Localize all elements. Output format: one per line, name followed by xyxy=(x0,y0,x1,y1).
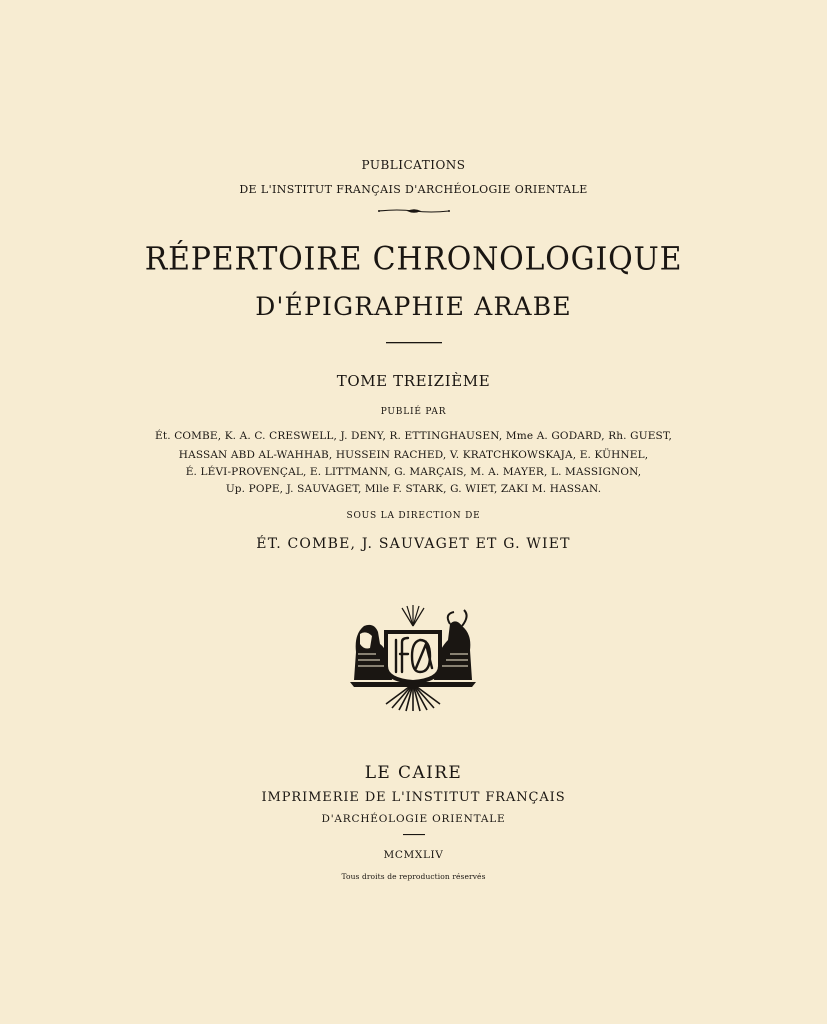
directors: ÉT. COMBE, J. SAUVAGET ET G. WIET xyxy=(256,536,571,552)
author-line: É. LÉVI-PROVENÇAL, E. LITTMANN, G. MARÇAIS, M. A. MAYER, L. MASSIGNON, xyxy=(185,466,642,478)
divider-line xyxy=(403,833,425,836)
volume-number: TOME TREIZIÈME xyxy=(336,372,491,390)
direction-label: SOUS LA DIRECTION DE xyxy=(346,511,481,521)
imprint-printer-line2: D'ARCHÉOLOGIE ORIENTALE xyxy=(321,813,506,825)
main-title: RÉPERTOIRE CHRONOLOGIQUE xyxy=(144,241,683,278)
imprint-printer: IMPRIMERIE DE L'INSTITUT FRANÇAIS xyxy=(261,790,566,805)
main-subtitle: D'ÉPIGRAPHIE ARABE xyxy=(255,292,572,321)
published-by-label: PUBLIÉ PAR xyxy=(380,407,447,417)
ifao-emblem-icon xyxy=(346,604,480,712)
author-line: Ét. COMBE, K. A. C. CRESWELL, J. DENY, R. ETTINGHAUSEN, Mme A. GODARD, Rh. GUEST, xyxy=(155,430,672,442)
author-line: HASSAN ABD AL-WAHHAB, HUSSEIN RACHED, V. KRATCHKOWSKAJA, E. KÜHNEL, xyxy=(178,449,649,461)
series-institute: DE L'INSTITUT FRANÇAIS D'ARCHÉOLOGIE ORIENTALE xyxy=(239,183,588,196)
ornament-divider-icon xyxy=(377,207,451,215)
ornamental-rule xyxy=(0,207,827,215)
imprint-city: LE CAIRE xyxy=(364,763,463,783)
imprint-divider xyxy=(0,833,827,836)
divider-line xyxy=(386,341,442,344)
title-divider xyxy=(0,341,827,344)
author-line: Up. POPE, J. SAUVAGET, Mlle F. STARK, G. WIET, ZAKI M. HASSAN. xyxy=(225,483,602,495)
rights-notice: Tous droits de reproduction réservés xyxy=(341,872,486,881)
series-title: PUBLICATIONS xyxy=(361,158,466,172)
publication-year: MCMXLIV xyxy=(383,849,444,861)
